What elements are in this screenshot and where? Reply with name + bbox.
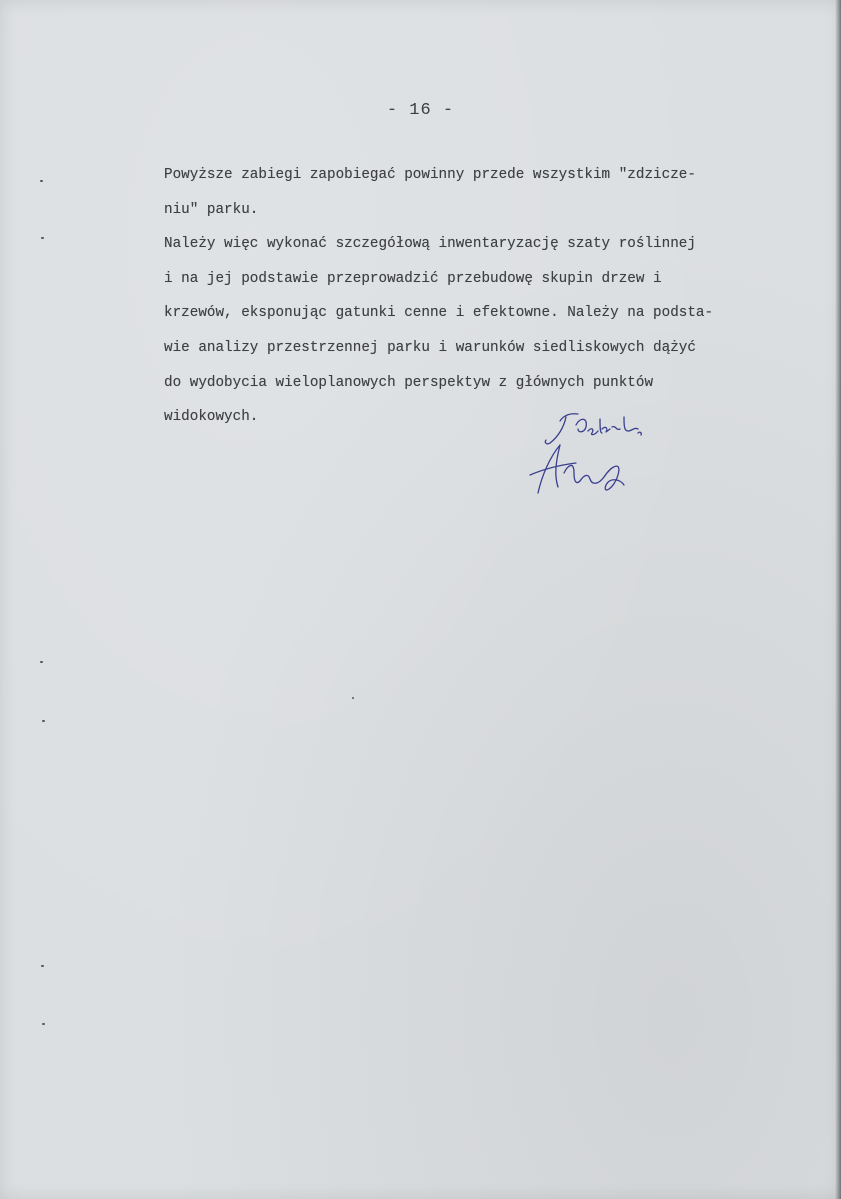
text-line: widokowych. (164, 409, 259, 426)
margin-mark (40, 180, 43, 182)
text-line: wie analizy przestrzennej parku i warunków siedliskowych dążyć (164, 339, 696, 356)
body-text (164, 158, 824, 435)
margin-mark (40, 661, 43, 663)
text-line: niu" parku. (164, 201, 259, 218)
text-line: Należy więc wykonać szczegółową inwentaryzację szaty roślinnej (164, 236, 696, 253)
text-line: i na jej podstawie przeprowadzić przebudowę skupin drzew i (164, 270, 662, 287)
page-edge-shadow (835, 0, 841, 1199)
text-line: do wydobycia wieloplanowych perspektyw z głównych punktów (164, 374, 654, 391)
margin-mark (41, 965, 44, 967)
margin-mark (41, 237, 44, 239)
handwritten-signature (520, 405, 660, 500)
dust-mark (352, 697, 354, 699)
margin-mark (42, 720, 45, 722)
text-line: Powyższe zabiegi zapobiegać powinny przede wszystkim "zdzicze- (164, 167, 696, 183)
margin-mark (42, 1023, 45, 1025)
page-number: - 16 - (386, 101, 455, 120)
text-line: krzewów, eksponując gatunki cenne i efektowne. Należy na podsta- (164, 305, 714, 322)
